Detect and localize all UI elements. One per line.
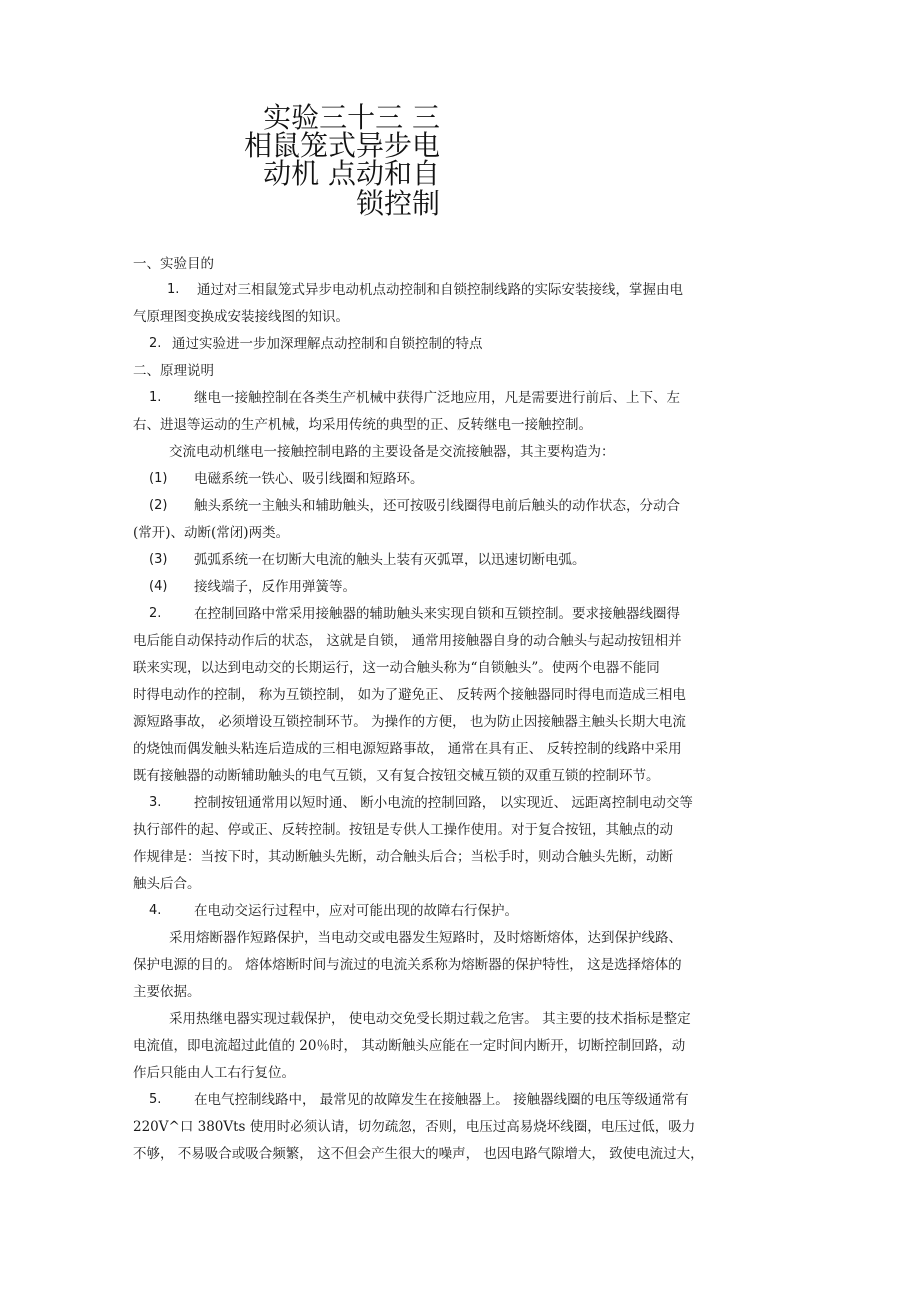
paragraph-line: 执行部件的起、停或正、反转控制。按钮是专供人工操作使用。对于复合按钮，其触点的动 — [133, 822, 673, 838]
paragraph-line: 主要依据。 — [133, 984, 201, 1000]
paragraph-line: 继电一接触控制在各类生产机械中获得广泛地应用，凡是需要进行前后、上下、左 — [194, 390, 680, 406]
title-line: 相鼠笼式异步电 — [243, 129, 440, 162]
list-number: (4) — [149, 579, 168, 594]
list-number: 5. — [149, 1092, 162, 1107]
paragraph-line: (常开)、动断(常闭)两类。 — [133, 525, 290, 541]
section-heading-principle: 二、原理说明 — [133, 363, 214, 379]
paragraph-line: 保护电源的目的。 熔体熔断时间与流过的电流关系称为熔断器的保护特性， 这是选择熔体的 — [133, 957, 682, 973]
paragraph-line: 控制按钮通常用以短时通、 断小电流的控制回路， 以实现近、 远距离控制电动交等 — [194, 795, 693, 811]
paragraph-line: 弧弧系统一在切断大电流的触头上装有灭弧罩，以迅速切断电弧。 — [194, 552, 586, 568]
paragraph-line: 触头系统一主触头和辅助触头，还可按吸引线圈得电前后触头的动作状态，分动合 — [194, 498, 680, 514]
title-line: 锁控制 — [355, 187, 440, 220]
paragraph-line: 不够， 不易吸合或吸合频繁， 这不但会产生很大的噪声， 也因电路气隙增大， 致使电流过大， — [133, 1146, 704, 1162]
paragraph-line: 通过对三相鼠笼式异步电动机点动控制和自锁控制线路的实际安装接线，掌握由电 — [197, 282, 683, 298]
paragraph-line: 联来实现，以达到电动交的长期运行，这一动合触头称为“自锁触头”。使两个电器不能同 — [133, 660, 660, 676]
list-number: 1. — [167, 282, 180, 297]
list-number: (3) — [149, 552, 168, 567]
list-number: (2) — [149, 498, 168, 513]
paragraph-line: 通过实验进一步加深理解点动控制和自锁控制的特点 — [172, 336, 483, 352]
paragraph-line: 在电气控制线路中， 最常见的故障发生在接触器上。 接触器线圈的电压等级通常有 — [194, 1092, 689, 1108]
title-line: 动机 点动和自 — [263, 157, 440, 190]
paragraph-line: 右、进退等运动的生产机械，均采用传统的典型的正、反转继电一接触控制。 — [133, 417, 592, 433]
paragraph-line: 采用热继电器实现过载保护， 使电动交免受长期过载之危害。 其主要的技术指标是整定 — [169, 1011, 691, 1027]
paragraph-line: 既有接触器的动断辅助触头的电气互锁，又有复合按钮交械互锁的双重互锁的控制环节。 — [133, 768, 660, 784]
paragraph-line: 采用熔断器作短路保护，当电动交或电器发生短路时，及时熔断熔体，达到保护线路、 — [169, 930, 682, 946]
paragraph-line: 交流电动机继电一接触控制电路的主要设备是交流接触器，其主要构造为： — [169, 444, 615, 460]
list-number: 3. — [149, 795, 162, 810]
list-number: 2. — [149, 336, 162, 351]
paragraph-line: 电磁系统一铁心、吸引线圈和短路环。 — [194, 471, 424, 487]
section-heading-purpose: 一、实验目的 — [133, 256, 214, 272]
paragraph-line: 触头后合。 — [133, 876, 201, 892]
paragraph-line: 的烧蚀而偶发触头粘连后造成的三相电源短路事故， 通常在具有正、 反转控制的线路中采用 — [133, 741, 682, 757]
title-line: 实验三十三 三 — [263, 101, 440, 134]
paragraph-line: 源短路事故， 必须增设互锁控制环节。 为操作的方便， 也为防止因接触器主触头长期大电流 — [133, 714, 686, 730]
list-number: 4. — [149, 903, 162, 918]
paragraph-line: 220V^口 380Vts 使用时必须认请，切勿疏忽，否则，电压过高易烧坏线圈，电压过低，吸力 — [133, 1119, 696, 1135]
paragraph-line: 作规律是：当按下时，其动断触头先断，动合触头后合；当松手时，则动合触头先断，动断 — [133, 849, 673, 865]
document-title — [240, 101, 440, 220]
paragraph-line: 时得电动作的控制， 称为互锁控制， 如为了避免正、 反转两个接触器同时得电而造成三相电 — [133, 687, 686, 703]
paragraph-line: 气原理图变换成安装接线图的知识。 — [133, 309, 349, 325]
paragraph-line: 作后只能由人工右行复位。 — [133, 1065, 295, 1081]
paragraph-line: 在电动交运行过程中，应对可能出现的故障右行保护。 — [194, 903, 518, 919]
paragraph-line: 接线端子，反作用弹簧等。 — [194, 579, 356, 595]
paragraph-line: 电后能自动保持动作后的状态， 这就是自锁， 通常用接触器自身的动合触头与起动按钮相并 — [133, 633, 682, 649]
list-number: (1) — [149, 471, 168, 486]
paragraph-line: 电流值，即电流超过此值的 20％时， 其动断触头应能在一定时间内断开，切断控制回路，动 — [133, 1038, 686, 1054]
list-number: 1. — [149, 390, 162, 405]
list-number: 2. — [149, 606, 162, 621]
paragraph-line: 在控制回路中常采用接触器的辅助触头来实现自锁和互锁控制。要求接触器线圈得 — [194, 606, 680, 622]
